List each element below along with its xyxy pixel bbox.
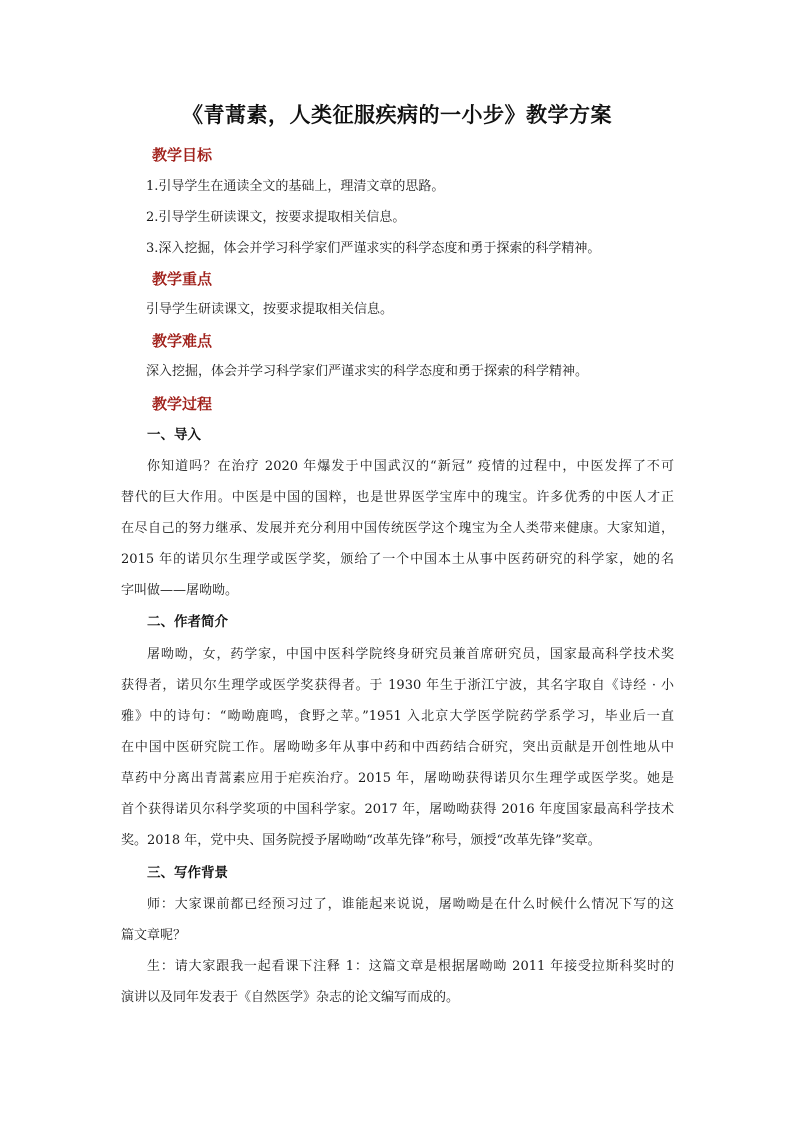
author-line: 雅》中的诗句：“呦呦鹿鸣，食野之苹。”1951 入北京大学医学院药学系学习，毕业后一直 bbox=[121, 709, 674, 724]
subsection-heading-intro: 一、导入 bbox=[147, 427, 201, 443]
goal-item: 3.深入挖掘，体会并学习科学家们严谨求实的科学态度和勇于探索的科学精神。 bbox=[146, 241, 601, 256]
document-title: 《青蒿素，人类征服疾病的一小步》教学方案 bbox=[182, 102, 612, 127]
author-line: 奖。2018 年，党中央、国务院授予屠呦呦“改革先锋”称号，颁授“改革先锋”奖章。 bbox=[121, 833, 601, 848]
background-line: 篇文章呢？ bbox=[121, 928, 187, 943]
author-line: 在中国中医研究院工作。屠呦呦多年从事中药和中西药结合研究，突出贡献是开创性地从中 bbox=[121, 740, 674, 755]
section-heading-goals: 教学目标 bbox=[152, 146, 213, 164]
intro-line: 2015 年的诺贝尔生理学或医学奖，颁给了一个中国本土从事中医药研究的科学家，她的名 bbox=[121, 552, 674, 567]
intro-line: 在尽自己的努力继承、发展并充分利用中国传统医学这个瑰宝为全人类带来健康。大家知道， bbox=[121, 521, 674, 536]
subsection-heading-author: 二、作者简介 bbox=[147, 614, 228, 630]
author-line: 首个获得诺贝尔科学奖项的中国科学家。2017 年，屠呦呦获得 2016 年度国家最高科学技术 bbox=[121, 802, 674, 817]
difficulties-text: 深入挖掘，体会并学习科学家们严谨求实的科学态度和勇于探索的科学精神。 bbox=[146, 364, 589, 379]
author-line: 屠呦呦，女，药学家，中国中医科学院终身研究员兼首席研究员，国家最高科学技术奖 bbox=[147, 647, 674, 662]
author-line: 获得者，诺贝尔生理学或医学奖获得者。于 1930 年生于浙江宁波，其名字取自《诗经 · 小 bbox=[121, 678, 674, 693]
background-line: 生：请大家跟我一起看课下注释 1：这篇文章是根据屠呦呦 2011 年接受拉斯科奖时的 bbox=[147, 959, 674, 974]
background-line: 演讲以及同年发表于《自然医学》杂志的论文编写而成的。 bbox=[121, 990, 460, 1005]
key-points-text: 引导学生研读课文，按要求提取相关信息。 bbox=[146, 302, 394, 317]
section-heading-process: 教学过程 bbox=[152, 395, 213, 413]
subsection-heading-background: 三、写作背景 bbox=[147, 865, 228, 881]
intro-line: 你知道吗？在治疗 2020 年爆发于中国武汉的“新冠” 疫情的过程中，中医发挥了不可 bbox=[147, 459, 674, 474]
intro-line: 字叫做——屠呦呦。 bbox=[121, 583, 239, 598]
background-line: 师：大家课前都已经预习过了，谁能起来说说，屠呦呦是在什么时候什么情况下写的这 bbox=[147, 897, 674, 912]
section-heading-key-points: 教学重点 bbox=[152, 270, 213, 288]
section-heading-difficulties: 教学难点 bbox=[152, 332, 213, 350]
goal-item: 2.引导学生研读课文，按要求提取相关信息。 bbox=[146, 210, 406, 225]
goal-item: 1.引导学生在通读全文的基础上，理清文章的思路。 bbox=[146, 179, 445, 194]
author-line: 草药中分离出青蒿素应用于疟疾治疗。2015 年，屠呦呦获得诺贝尔生理学或医学奖。她是 bbox=[121, 771, 674, 786]
intro-line: 替代的巨大作用。中医是中国的国粹，也是世界医学宝库中的瑰宝。许多优秀的中医人才正 bbox=[121, 490, 674, 505]
